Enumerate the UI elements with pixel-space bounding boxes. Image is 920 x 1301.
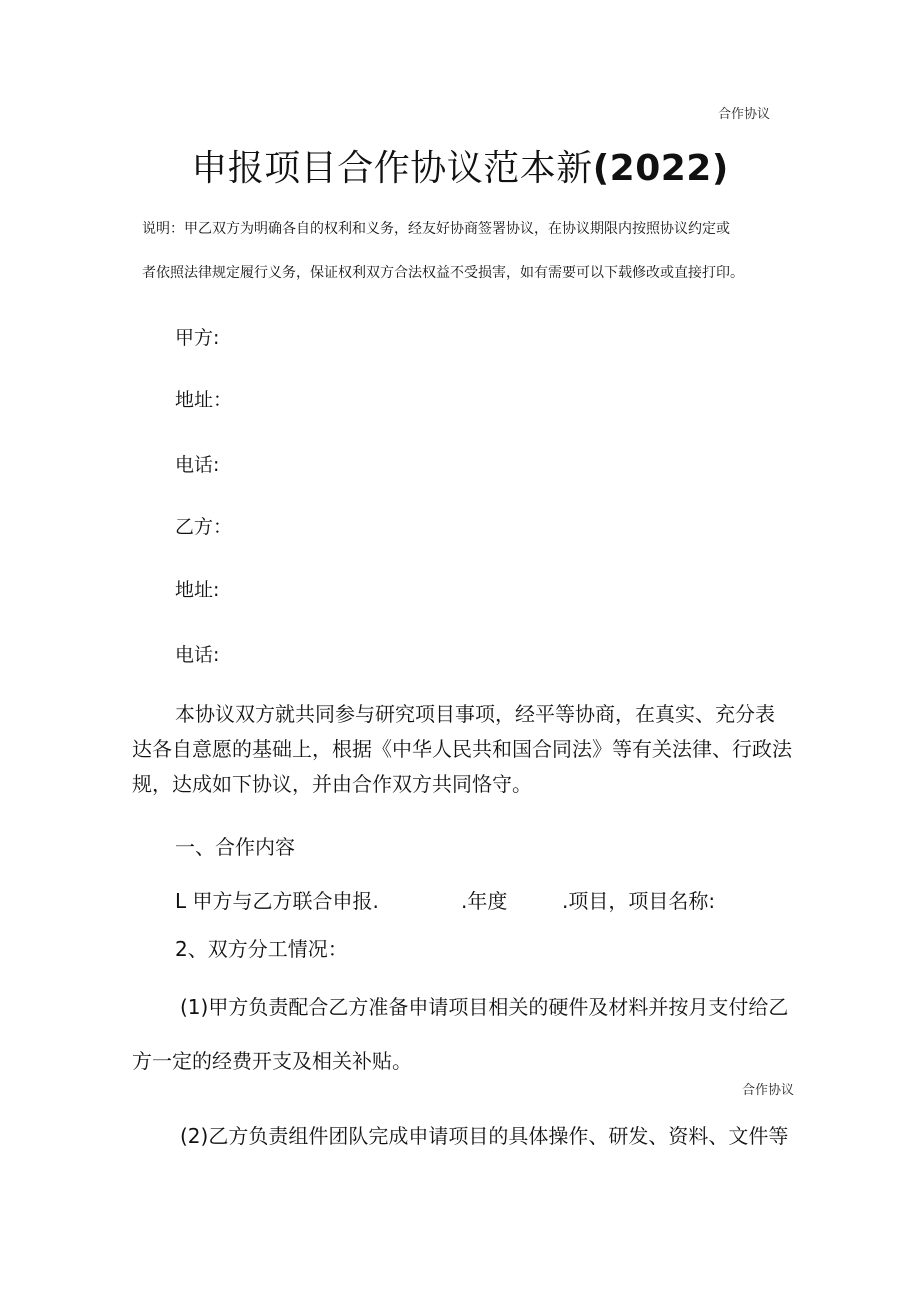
- note-line-2: 者依照法律规定履行义务，保证权利双方合法权益不受损害，如有需要可以下载修改或直接打印。: [142, 265, 744, 281]
- clause-2-line-1: (2)乙方负责组件团队完成申请项目的具体操作、研发、资料、文件等: [180, 1124, 789, 1148]
- intro-line-2: 达各自意愿的基础上，根据《中华人民共和国合同法》等有关法律、行政法: [132, 737, 792, 761]
- item-1-year: .年度: [461, 889, 508, 913]
- item-1-prefix: L 甲方与乙方联合申报.: [175, 889, 379, 913]
- intro-line-1: 本协议双方就共同参与研究项目事项，经平等协商，在真实、充分表: [175, 702, 775, 726]
- party-b-label: 乙方：: [175, 516, 233, 538]
- phone-a-label: 电话:: [175, 454, 220, 476]
- clause-1-line-2: 方一定的经费开支及相关补贴。: [132, 1049, 412, 1073]
- document-title: [0, 140, 920, 191]
- address-a-label: 地址：: [175, 389, 233, 411]
- address-b-label: 地址:: [175, 579, 220, 601]
- clause-1-line-1: (1)甲方负责配合乙方准备申请项目相关的硬件及材料并按月支付给乙: [180, 995, 789, 1019]
- header-tag: 合作协议: [718, 107, 771, 122]
- section-heading: 一、合作内容: [175, 835, 295, 859]
- phone-b-label: 电话:: [175, 644, 220, 666]
- intro-line-3: 规，达成如下协议，并由合作双方共同恪守。: [132, 772, 532, 796]
- item-1-project: .项目，项目名称:: [562, 889, 716, 913]
- title-year: (2022): [592, 148, 729, 189]
- note-line-1: 说明：甲乙双方为明确各自的权利和义务，经友好协商签署协议，在协议期限内按照协议约定或: [142, 221, 730, 237]
- party-a-label: 甲方:: [175, 327, 220, 349]
- header-tag-2: 合作协议: [742, 1083, 795, 1098]
- item-2: 2、双方分工情况：: [175, 937, 348, 961]
- title-main: 申报项目合作协议范本新: [191, 148, 593, 189]
